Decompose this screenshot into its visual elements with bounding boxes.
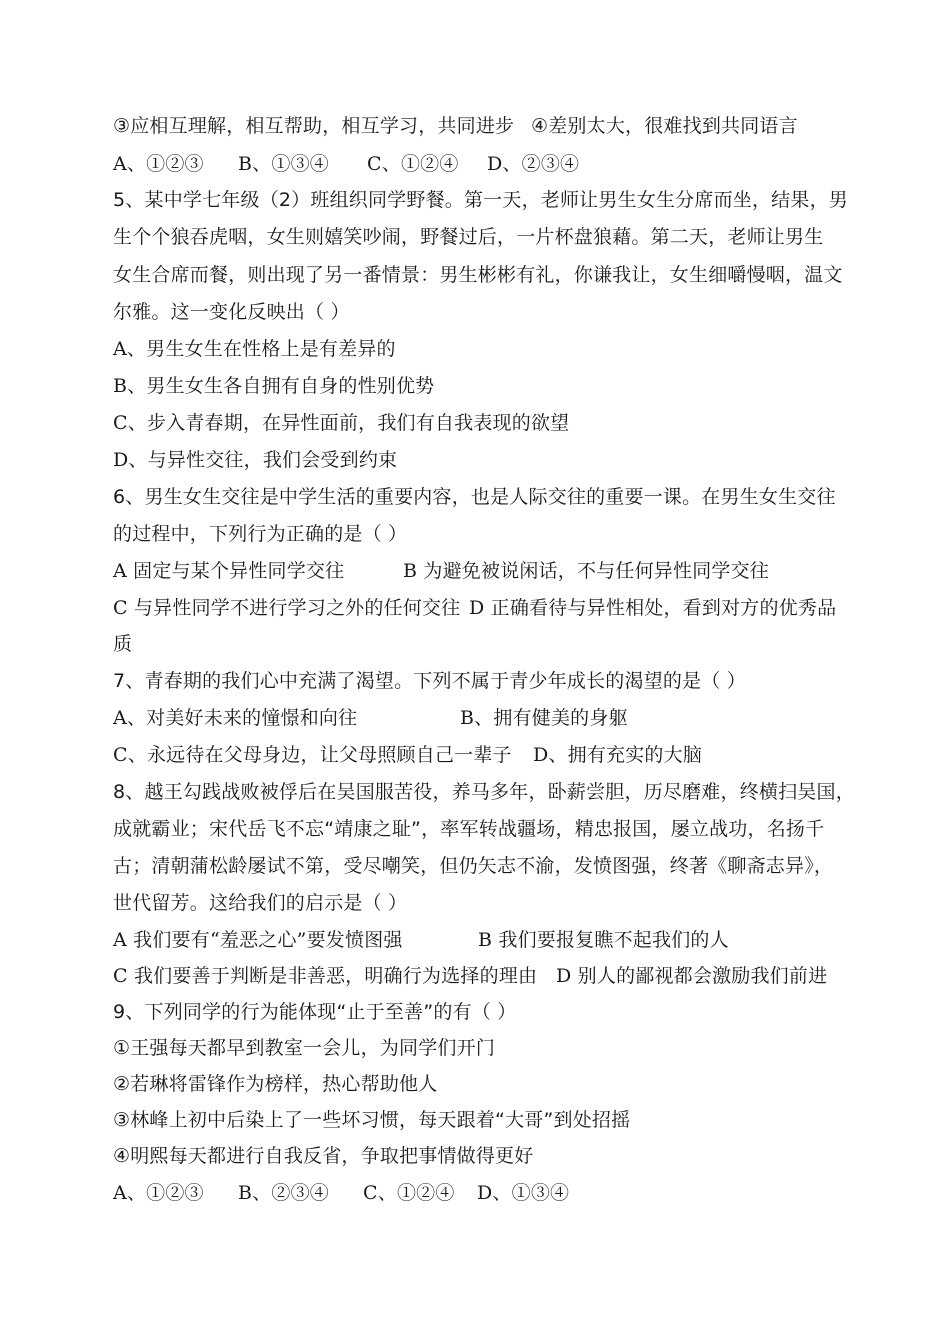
- q5-stem-line-4: 尔雅。这一变化反映出（ ）: [113, 301, 350, 323]
- q5-stem-line-2: 生个个狼吞虎咽，女生则嬉笑吵闹，野餐过后，一片杯盘狼藉。第二天，老师让男生: [113, 226, 824, 248]
- q4-option-4: ④差别太大，很难找到共同语言: [531, 115, 798, 137]
- q5-choice-c: C、步入青春期，在异性面前，我们有自我表现的欲望: [113, 412, 570, 434]
- q9-item-3: ③林峰上初中后染上了一些坏习惯，每天跟着“大哥”到处招摇: [113, 1109, 631, 1131]
- q8-choice-a: A 我们要有“羞恶之心”要发愤图强: [113, 929, 403, 951]
- q8-stem-line-3: 古；清朝蒲松龄屡试不第，受尽嘲笑，但仍矢志不渝，发愤图强，终著《聊斋志异》，: [113, 855, 834, 877]
- q4-option-3: ③应相互理解，相互帮助，相互学习，共同进步: [113, 115, 515, 137]
- q9-choice-b: B、②③④: [238, 1182, 329, 1204]
- q7-choice-a: A、对美好未来的憧憬和向往: [113, 707, 358, 729]
- q8-choice-d: D 别人的鄙视都会激励我们前进: [556, 965, 828, 987]
- q5-stem-line-3: 女生合席而餐，则出现了另一番情景：男生彬彬有礼，你谦我让，女生细嚼慢咽，温文: [113, 264, 843, 286]
- q5-stem-line-1: 5、某中学七年级（2）班组织同学野餐。第一天，老师让男生女生分席而坐，结果，男: [113, 189, 848, 211]
- q4-choice-a: A、①②③: [113, 153, 204, 175]
- q8-stem-line-1: 8、越王勾践战败被俘后在吴国服苦役，养马多年，卧薪尝胆，历尽磨难，终横扫吴国，: [113, 781, 855, 803]
- q9-item-4: ④明熙每天都进行自我反省，争取把事情做得更好: [113, 1145, 534, 1167]
- q9-choice-a: A、①②③: [113, 1182, 204, 1204]
- q6-choice-d-continued: 质: [113, 633, 133, 655]
- q6-choice-a: A 固定与某个异性同学交往: [113, 560, 345, 582]
- q6-choice-d: D 正确看待与异性相处，看到对方的优秀品: [469, 597, 837, 619]
- q9-item-2: ②若琳将雷锋作为榜样，热心帮助他人: [113, 1073, 438, 1095]
- q7-stem: 7、青春期的我们心中充满了渴望。下列不属于青少年成长的渴望的是（ ）: [113, 670, 746, 692]
- q5-choice-a: A、男生女生在性格上是有差异的: [113, 338, 396, 360]
- q8-choice-c: C 我们要善于判断是非善恶，明确行为选择的理由: [113, 965, 538, 987]
- q6-stem-line-2: 的过程中，下列行为正确的是（ ）: [113, 523, 408, 545]
- q4-choice-d: D、②③④: [487, 153, 580, 175]
- q9-choice-d: D、①③④: [477, 1182, 570, 1204]
- q6-choice-c: C 与异性同学不进行学习之外的任何交往: [113, 597, 461, 619]
- q9-item-1: ①王强每天都早到教室一会儿，为同学们开门: [113, 1037, 496, 1059]
- q4-choice-c: C、①②④: [367, 153, 459, 175]
- q9-choice-c: C、①②④: [363, 1182, 455, 1204]
- q4-choice-b: B、①③④: [238, 153, 329, 175]
- q7-choice-c: C、永远待在父母身边，让父母照顾自己一辈子: [113, 744, 512, 766]
- q6-choice-b: B 为避免被说闲话，不与任何异性同学交往: [403, 560, 770, 582]
- q9-stem: 9、下列同学的行为能体现“止于至善”的有（ ）: [113, 1001, 517, 1023]
- q5-choice-b: B、男生女生各自拥有自身的性别优势: [113, 375, 435, 397]
- q7-choice-b: B、拥有健美的身躯: [460, 707, 628, 729]
- q5-choice-d: D、与异性交往，我们会受到约束: [113, 449, 398, 471]
- q8-choice-b: B 我们要报复瞧不起我们的人: [478, 929, 729, 951]
- q6-stem-line-1: 6、男生女生交往是中学生活的重要内容，也是人际交往的重要一课。在男生女生交往: [113, 486, 836, 508]
- q8-stem-line-4: 世代留芳。这给我们的启示是（ ）: [113, 892, 408, 914]
- q8-stem-line-2: 成就霸业；宋代岳飞不忘“靖康之耻”，率军转战疆场，精忠报国，屡立战功，名扬千: [113, 818, 825, 840]
- q7-choice-d: D、拥有充实的大脑: [533, 744, 703, 766]
